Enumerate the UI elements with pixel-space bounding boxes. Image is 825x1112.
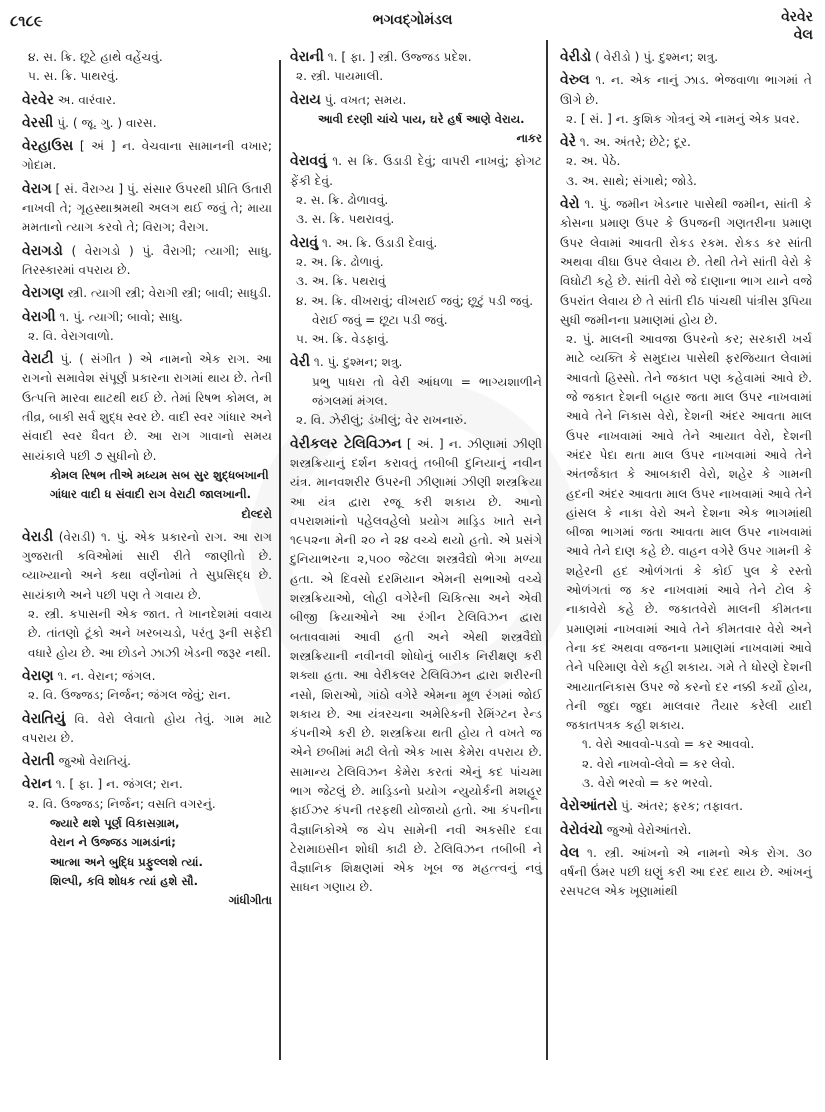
dictionary-entry — [290, 353, 542, 430]
entry-definition: વિ. વેરો લેવાતો હોય તેવું. ગામ માટે વપરાય છે. — [22, 711, 272, 745]
entry-sense: ૪. સ. ક્રિ. છૂટે હાથે વહેંચવું. — [28, 50, 163, 64]
entry-definition: ૧. પું. ત્યાગી; બાવો; સાધુ. — [59, 309, 183, 324]
guide-word-first: વેરવેર — [781, 9, 813, 25]
entry-sense: ૨. પું. માલની આવજા ઉપરનો કર; સરકારી ખર્ચ માટે વ્યક્તિ કે સમુદાય પાસેથી ફરજિયાત લેવામાં આવતો હિસ્સો. તેને જકાત પણ કહેવામાં આવે છે. જે જકાત દેશની બહાર જતા માલ ઉપર નાખવામાં આવે તેને નિકાસ વેરો, દેશની અંદર આવતા માલ ઉપર નાખવામાં આવે તેને આયાત વેરો, દેશની અંદર પેદા થતા માલ ઉપર નાખવામાં આવે તેને અંતર્જકાત કે આબકારી વેરો, શહેર કે ગામની હદની અંદર આવતા માલ ઉપર નાખવામાં આવે તેને હાંસલ કે નાકા વેરો અને દેશના એક ભાગમાંથી બીજા ભાગમાં જતા આવતા માલ ઉપર નાખવામાં આવે તેને દાણ કહે છે. વાહન વગેરે ઉપર ગામની કે શહેરની હદ ઓળંગતાં કે કોઈ પુલ કે રસ્તો ઓળંગતાં જ કર નાખવામાં આવે તેને ટોલ કે નાકાવેરો કહે છે. જકાતવેરો માલની કીમતના પ્રમાણમાં નાખવામાં આવે તેને કીમતવાર વેરો અને તેના કદ અથવા વજનના પ્રમાણમાં નાખવામાં આવે તેને પરિમાણ વેરો કહી શકાય. ગમે તે ધોરણે દેશની આયાતનિકાસ ઉપર જે કરનો દર નક્કી કર્યો હોય, તેની જુદા જુદા માલવાર તૈયાર કરેલી યાદી જકાતપત્રક કહી શકાય. — [566, 332, 812, 733]
entry-headword: વેરસી — [22, 114, 54, 131]
entry-headword: વેરાન — [22, 776, 52, 793]
entry-sense: ૪. અ. ક્રિ. વીખરાવું; વીખરાઈ જવું; છૂટું પડી જવું. — [296, 293, 534, 308]
entry-headword: વેરહાઉસ — [22, 138, 74, 155]
entry-headword: વેરે — [560, 134, 576, 151]
column-3 — [560, 48, 812, 906]
entry-headword: વેરાય — [290, 91, 321, 108]
entry-sense: ૨. વિ. ઉજ્જડ; નિર્જન; વસતિ વગરનું. — [28, 796, 216, 811]
dictionary-entry — [22, 350, 272, 524]
dictionary-entry — [290, 91, 542, 149]
entry-headword: વેરવેર — [22, 91, 54, 108]
entry-sense: ૨. અ. પેઠે. — [566, 154, 621, 169]
entry-quotation: આત્મા અને બુદ્ધિ પ્રફુલ્લશે ત્યાં. — [50, 854, 203, 869]
entry-definition: પું. ( જૂ. ગુ. ) વારસ. — [57, 115, 157, 130]
book-title: ભગવદ્ગોમંડલ — [372, 12, 453, 28]
page-number: ૮૧૮૯ — [10, 12, 43, 30]
guide-word-last: વેલ — [793, 27, 813, 43]
entry-definition: ( વેરાગડો ) પું. વૈરાગી; ત્યાગી; સાધુ. તિરસ્કારમાં વપરાય છે. — [22, 243, 273, 277]
column-1 — [22, 48, 272, 914]
entry-definition: પું. ( સંગીત ) એ નામનો એક રાગ. આ રાગનો સમાવેશ સંપૂર્ણ પ્રકારના રાગમાં થાય છે. તેની ઉત્પત્તિ મારવા થાટથી થઈ છે. તેમાં રિષભ કોમલ, મ તીવ્ર, બાકી સર્વ શુદ્ધ સ્વર છે. વાદી સ્વર ગાંધાર અને સંવાદી સ્વર ધૈવત છે. આ રાગ ગાવાનો સમય સાયંકાલે પછી ૭ સુધીનો છે. — [22, 352, 272, 463]
entry-definition: જુઓ વેરાતિયું. — [58, 754, 132, 769]
entry-definition: ૧. પું. જમીન ખેડનાર પાસેથી જમીન, સાંતી કે કોસના પ્રમાણ ઉપર કે ઉપજની ગણતરીના પ્રમાણ ઉપર લેવામાં આવતી રોકડ રકમ. રોકડ કર સાંતી અથવા વીઘા ઉપર લેવાય છે. તેથી તેને સાંતી વેરો કે વિઘોટી કહે છે. સાંતી વેરો જે દાણાના ભાગ યાને વજે ઉપરાંત લેવાય છે તે સાંતી દીઠ પાંચથી પાંત્રીસ રૂપિયા સુધી જમીનના પ્રમાણમાં હોય છે. — [560, 197, 812, 327]
quotation-source: નાકર — [516, 131, 542, 146]
entry-sense: ૨. સ્ત્રી. પાયમાલી. — [296, 69, 384, 84]
entry-sense: ૨. સ્ત્રી. કપાસની એક જાત. તે ખાનદેશમાં વવાય છે. તાંતણો ટૂંકો અને ખરબચડો, પરંતુ રૂની સફેદી વધારે હોય છે. આ છોડને ઝાઝી ખેડની જરૂર નથી. — [28, 607, 272, 660]
entry-phrase: ૩. વેરો ભરવો = કર ભરવો. — [582, 775, 713, 790]
entry-phrase: ૨. વેરો નાખવો-લેવો = કર લેવો. — [582, 756, 736, 771]
entry-definition: ૧. ન. વેરાન; જંગલ. — [57, 668, 156, 683]
page-header — [0, 0, 825, 43]
quotation-source: ગાંધીગીતા — [228, 893, 272, 908]
entry-headword: વેરોઆંતરો — [560, 798, 618, 815]
entry-definition: પું. અંતર; ફરક; તફાવત. — [621, 799, 743, 814]
entry-definition: ૧. સ્ત્રી. આંખનો એ નામનો એક રોગ. ૩૦ વર્ષની ઉંમર પછી ઘણું કરી આ દરદ થાય છે. આંખનું રસપટલ એક ખૂણામાંથી — [560, 845, 813, 899]
entry-definition: [ અં. ] ન. ઝીણામાં ઝીણી શસ્ત્રક્રિયાનું દર્શન કરાવતું તબીબી દુનિયાનું નવીન યંત્ર. માનવશરીર ઉપરની ઝીણામાં ઝીણી શસ્ત્રક્રિયા આ યંત્ર દ્વારા રજૂ કરી શકાય છે. આનો વપરાશમાંનો પહેલવહેલો પ્રયોગ માડ્રિડ ખાતે સને ૧૯૫૨ના મેની ૨૦ ને ૨૪ વચ્ચે થયો હતો. એ પ્રસંગે દુનિયાભરના ૨,૫૦૦ જેટલા શસ્ત્રવૈદ્યો ભેગા મળ્યા હતા. એ દિવસો દરમિયાન એમની સભાઓ વચ્ચે શસ્ત્રક્રિયાઓ, લોહી વગેરેની ચિકિત્સા અને એવી બીજી ક્રિયાઓને આ રંગીન ટેલિવિઝન દ્વારા બતાવવામાં આવી હતી અને એથી શસ્ત્રવૈદ્યો શસ્ત્રક્રિયાની નવીનવી શોધોનું બારીક નિરીક્ષણ કરી શક્યા હતા. આ વેરીકલર ટેલિવિઝન દ્વારા શરીરની નસો, શિરાઓ, ગાંઠો વગેરે એમના મૂળ રંગમાં જોઈ શકાય છે. આ યંત્રરચના અમેરિકની રેમિંગ્ટન રેન્ડ કંપનીએ કરી છે. શસ્ત્રક્રિયા થતી હોય તે વખતે જ એને છબીમાં મઢી લેતો એક ખાસ કેમેરા વપરાય છે. સામાન્ય ટેલિવિઝન કેમેરા કરતાં એનું કદ પાંચમા ભાગ જેટલું છે. માડ્રિડનો પ્રયોગ ન્યુયોર્કની મશહૂર ફાઈઝર કંપની તરફથી યોજાયો હતો. આ કંપનીના વૈજ્ઞાનિકોએ જ ચેપ સામેની નવી અકસીર દવા ટેરામાઇસીન શોધી કાઢી છે. ટેલિવિઝન તબીબી ને વૈજ્ઞાનિક શિક્ષણમાં એક ખૂબ જ મહત્ત્વનું નવું સાધન ગણાય છે. — [290, 436, 543, 895]
entry-headword: વેરી — [290, 354, 310, 371]
dictionary-entry — [22, 48, 272, 87]
dictionary-entry — [290, 152, 542, 229]
entry-definition: ( વેરીડો ) પું. દુશ્મન; શત્રુ. — [595, 50, 719, 64]
entry-headword: વેલ — [560, 844, 580, 861]
entry-definition: અ. વારંવાર. — [57, 92, 117, 107]
entry-quotation: વેરાન ને ઉજ્જડ ગામડાંનાં; — [50, 835, 176, 850]
entry-quotation: ગાંધાર વાદી ધ સંવાદી રાગ વેરાટી જાલખાની. — [50, 487, 251, 502]
entry-headword: વેરાગણ — [22, 285, 64, 302]
dictionary-entry — [22, 180, 272, 238]
entry-definition: [ સં. વૈરાગ્ય ] પું. સંસાર ઉપરથી પ્રીતિ ઉતારી નાખવી તે; ગૃહસ્થાશ્રમથી અલગ થઈ જવું તે; માયા મમતાનો ત્યાગ કરવો તે; વિરાગ; વૈરાગ. — [22, 181, 272, 235]
entry-headword: વેરાતી — [22, 753, 55, 770]
entry-sense: ૨. [ સં. ] ન. કુશિક ગોત્રનું એ નામનું એક પ્રવર. — [566, 111, 800, 126]
entry-usage-note: વેરાઈ જવું = છૂટા પડી જવું. — [312, 312, 448, 327]
entry-definition: ૧. અ. અંતરે; છેટે; દૂર. — [579, 135, 691, 150]
column-2 — [290, 48, 542, 902]
entry-definition: ૧. ન. એક નાનું ઝાડ. ભેજવાળા ભાગમાં તે ઊગે છે. — [560, 73, 813, 107]
entry-quotation: શિલ્પી, કવિ શોધક ત્યાં હશે સૌ. — [50, 873, 198, 888]
dictionary-entry — [22, 667, 272, 706]
entry-definition: [ અં ] ન. વેચવાના સામાનની વખાર; ગોદામ. — [22, 139, 273, 173]
dictionary-entry — [22, 308, 272, 347]
entry-definition: ૧. પું. દુશ્મન; શત્રુ. — [313, 355, 403, 370]
entry-sense: ૫. અ. ક્રિ. વેડફાવું. — [296, 332, 389, 347]
entry-definition: ૧. [ ફા. ] ન. જંગલ; રાન. — [55, 777, 183, 792]
entry-definition: જુઓ વેરોઆંતરો. — [606, 822, 692, 837]
quotation-source: દોલ્દરો — [241, 506, 272, 521]
dictionary-entry — [22, 137, 272, 176]
dictionary-entry — [560, 195, 812, 793]
entry-sense: ૨. વિ. વેરાગવાળો. — [28, 328, 114, 343]
column-divider — [546, 40, 548, 1060]
dictionary-entry — [22, 114, 272, 133]
entry-sense: ૩. સ. ક્રિ. પથરાવવું. — [296, 212, 395, 227]
entry-headword: વેરાગી — [22, 308, 56, 325]
entry-headword: વેરાતિયું — [22, 710, 66, 727]
dictionary-entry — [22, 91, 272, 110]
column-divider — [279, 60, 281, 1060]
dictionary-entry — [560, 133, 812, 191]
entry-definition: (વેરાડી) ૧. પું. એક પ્રકારનો રાગ. આ રાગ ગુજરાતી કવિઓમાં સારી રીતે જાણીતો છે. વ્યાખ્યાનો અને કથા વર્ણનોમાં તે સુપ્રસિદ્ધ છે. સાયંકાળે અને પછી પણ તે ગવાય છે. — [22, 529, 273, 602]
entry-headword: વેરીકલર ટેલિવિઝન — [290, 435, 402, 452]
entry-sense: ૨. અ. ક્રિ. ઢોળાવું. — [296, 254, 384, 269]
dictionary-entry — [22, 752, 272, 771]
entry-headword: વેરાગ — [22, 180, 52, 197]
dictionary-entry — [22, 242, 272, 281]
guide-words — [781, 8, 813, 44]
entry-definition: ૧. અ. ક્રિ. ઉડાડી દેવાવું. — [322, 235, 438, 250]
entry-headword: વેરાવું — [290, 234, 319, 251]
dictionary-entry — [22, 710, 272, 749]
entry-usage-note: પ્રભુ પાધરા તો વેરી આંધળા = ભાગ્યશાળીને જંગલમાં મંગલ. — [312, 374, 542, 409]
entry-phrase: ૧. વેરો આવવો-પડવો = કર આવવો. — [582, 737, 755, 752]
entry-headword: વેરાટી — [22, 351, 54, 368]
dictionary-entry — [560, 844, 812, 902]
entry-definition: સ્ત્રી. ત્યાગી સ્ત્રી; વેરાગી સ્ત્રી; બાવી; સાધુડી. — [67, 286, 272, 301]
entry-headword: વેરાવવું — [290, 153, 327, 170]
entry-headword: વેરુલ — [560, 72, 590, 89]
entry-headword: વેરોવંચો — [560, 821, 603, 838]
entry-definition: ૧. સ ક્રિ. ઉડાડી દેવું; વાપરી નાખવું; ફોગટ ફેંકી દેવું. — [290, 154, 542, 188]
entry-headword: વેરાડી — [22, 528, 54, 545]
entry-headword: વેરો — [560, 196, 580, 213]
entry-definition: ૧. [ ફા. ] સ્ત્રી. ઉજ્જડ પ્રદેશ. — [327, 50, 472, 64]
dictionary-entry — [560, 48, 812, 67]
entry-quotation: કોમલ રિષભ તીએ મધ્યમ સબ સુર શુદ્ધબખાની — [50, 467, 269, 482]
dictionary-entry — [22, 775, 272, 910]
entry-headword: વેરાની — [290, 49, 324, 65]
dictionary-entry — [290, 48, 542, 87]
entry-quotation: આવી દરણી ચાંચે પાય, ઘરે હર્ષ આણે વેરાય. — [318, 111, 525, 126]
entry-quotation: જ્યારે થશે પૂર્ણ વિકાસગ્રામ, — [50, 815, 180, 830]
dictionary-entry — [290, 234, 542, 350]
entry-headword: વેરાગડો — [22, 242, 63, 259]
dictionary-entry — [560, 797, 812, 816]
entry-definition: પું. વખત; સમય. — [324, 92, 407, 107]
entry-sense: ૨. વિ. ઝેરીલું; ડંખીલું; વેર રાખનારું. — [296, 413, 467, 428]
entry-sense: ૨. સ. ક્રિ. ઢોળાવવું. — [296, 193, 389, 208]
dictionary-entry — [560, 821, 812, 840]
entry-sense: ૨. વિ. ઉજ્જડ; નિર્જન; જંગલ જેવું; રાન. — [28, 688, 231, 703]
entry-sense: ૩. અ. સાથે; સંગાથે; જોડે. — [566, 173, 697, 188]
dictionary-entry — [22, 284, 272, 303]
entry-sense: ૩. અ. ક્રિ. પથરાવું — [296, 274, 386, 289]
entry-headword: વેરીડો — [560, 49, 592, 65]
dictionary-entry — [22, 528, 272, 663]
entry-headword: વેરાણ — [22, 667, 54, 684]
dictionary-entry — [560, 71, 812, 129]
entry-sense: ૫. સ. ક્રિ. પાથરવું. — [28, 69, 119, 84]
dictionary-entry — [290, 435, 542, 898]
